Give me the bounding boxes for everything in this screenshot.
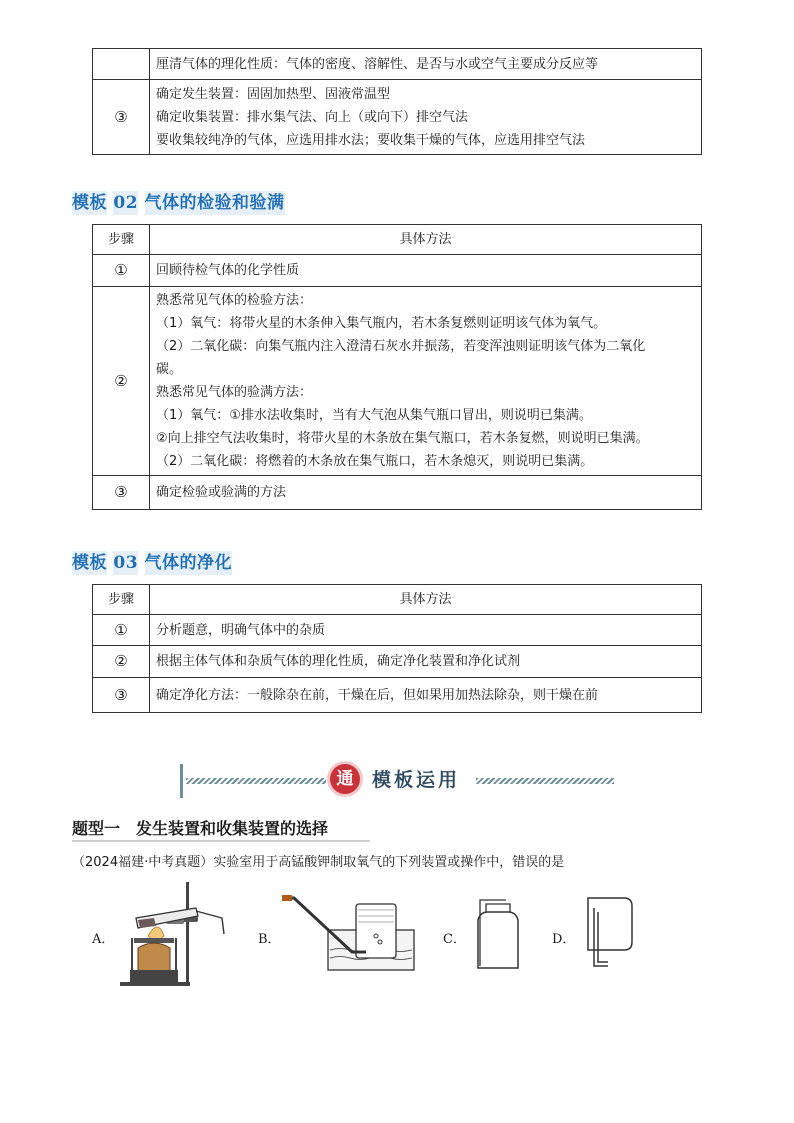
method-line: （1）氧气：将带火星的木条伸入集气瓶内，若木条复燃则证明该气体为氧气。 bbox=[156, 316, 607, 331]
column-header-step: 步骤 bbox=[93, 225, 150, 255]
section-banner bbox=[180, 760, 616, 802]
table-row bbox=[93, 49, 702, 80]
banner-rule-right bbox=[476, 778, 614, 784]
method-line: 碳。 bbox=[156, 362, 183, 377]
method-cell bbox=[150, 646, 702, 678]
option-b-water-collection bbox=[280, 892, 420, 974]
option-d-label: D． bbox=[552, 932, 576, 947]
table-row bbox=[93, 255, 702, 287]
method-line: （1）氧气：①排水法收集时，当有大气泡从集气瓶口冒出，则说明已集满。 bbox=[156, 408, 592, 423]
method-cell bbox=[150, 49, 702, 80]
table-header-row bbox=[93, 585, 702, 615]
step-number: ① bbox=[93, 255, 150, 287]
column-header-method: 具体方法 bbox=[150, 585, 702, 615]
table-row bbox=[93, 646, 702, 678]
option-c-gas-bottle bbox=[466, 892, 526, 972]
step-number: ③ bbox=[93, 678, 150, 713]
table-row bbox=[93, 80, 702, 155]
method-line: 回顾待检气体的化学性质 bbox=[156, 263, 300, 278]
table-row bbox=[93, 615, 702, 646]
banner-left-bar bbox=[180, 764, 183, 798]
step-number: ③ bbox=[93, 476, 150, 510]
table-top bbox=[92, 48, 702, 155]
method-cell bbox=[150, 287, 702, 476]
step-number: ② bbox=[93, 287, 150, 476]
question-type-label: 题型一 bbox=[72, 819, 121, 838]
option-c-label: C． bbox=[443, 932, 466, 947]
title-number: 02 bbox=[113, 193, 139, 213]
method-line: （2）二氧化碳：向集气瓶内注入澄清石灰水并振荡，若变浑浊则证明该气体为二氧化 bbox=[156, 339, 646, 354]
table-template-03 bbox=[92, 584, 702, 713]
step-number: ① bbox=[93, 615, 150, 646]
table-header-row bbox=[93, 225, 702, 255]
method-line: ②向上排空气法收集时，将带火星的木条放在集气瓶口，若木条复燃，则说明已集满。 bbox=[156, 431, 649, 446]
method-line: （2）二氧化碳：将燃着的木条放在集气瓶口，若木条熄灭，则说明已集满。 bbox=[156, 454, 594, 469]
step-number bbox=[93, 49, 150, 80]
option-b-label: B． bbox=[258, 932, 281, 947]
step-number: ③ bbox=[93, 80, 150, 155]
title-text: 气体的检验和验满 bbox=[144, 193, 285, 213]
method-line: 熟悉常见气体的验满方法： bbox=[156, 385, 313, 400]
table-template-02 bbox=[92, 224, 702, 510]
method-line: 分析题意，明确气体中的杂质 bbox=[156, 622, 326, 638]
method-line: 确定检验或验满的方法 bbox=[156, 485, 287, 500]
table-row bbox=[93, 287, 702, 476]
method-line: 熟悉常见气体的检验方法： bbox=[156, 293, 313, 308]
question-type-title: 发生装置和收集装置的选择 bbox=[136, 819, 329, 838]
table-row bbox=[93, 476, 702, 510]
method-line: 要收集较纯净的气体，应选用排水法；要收集干燥的气体，应选用排空气法 bbox=[156, 132, 586, 148]
title-prefix: 模板 bbox=[72, 553, 107, 573]
method-line: 根据主体气体和杂质气体的理化性质，确定净化装置和净化试剂 bbox=[156, 654, 521, 669]
table-row bbox=[93, 678, 702, 713]
method-cell bbox=[150, 678, 702, 713]
method-line: 确定发生装置：固固加热型、固液常温型 bbox=[156, 86, 391, 102]
banner-badge: 通 bbox=[330, 764, 360, 794]
heading-underline bbox=[72, 840, 370, 842]
method-cell bbox=[150, 476, 702, 510]
option-a-label: A． bbox=[92, 932, 115, 947]
title-prefix: 模板 bbox=[72, 193, 107, 213]
option-a-heating-apparatus bbox=[118, 878, 230, 990]
template-03-title bbox=[72, 548, 232, 573]
method-cell bbox=[150, 255, 702, 287]
method-line: 确定净化方法：一般除杂在前，干燥在后，但如果用加热法除杂，则干燥在前 bbox=[156, 687, 599, 703]
banner-rule-left bbox=[186, 778, 326, 784]
banner-text: 模板运用 bbox=[372, 769, 461, 791]
template-02-title bbox=[72, 188, 285, 213]
column-header-method: 具体方法 bbox=[150, 225, 702, 255]
title-text: 气体的净化 bbox=[144, 553, 233, 573]
method-cell bbox=[150, 615, 702, 646]
question-stem: （2024福建·中考真题）实验室用于高锰酸钾制取氧气的下列装置或操作中，错误的是 bbox=[72, 855, 565, 870]
method-cell bbox=[150, 80, 702, 155]
column-header-step: 步骤 bbox=[93, 585, 150, 615]
method-line: 确定收集装置：排水集气法、向上（或向下）排空气法 bbox=[156, 109, 469, 125]
title-number: 03 bbox=[113, 553, 139, 573]
method-line: 厘清气体的理化性质：气体的密度、溶解性、是否与水或空气主要成分反应等 bbox=[156, 56, 599, 72]
step-number: ② bbox=[93, 646, 150, 678]
option-d-inverted-bottle bbox=[578, 892, 638, 972]
question-type-heading bbox=[72, 816, 328, 839]
